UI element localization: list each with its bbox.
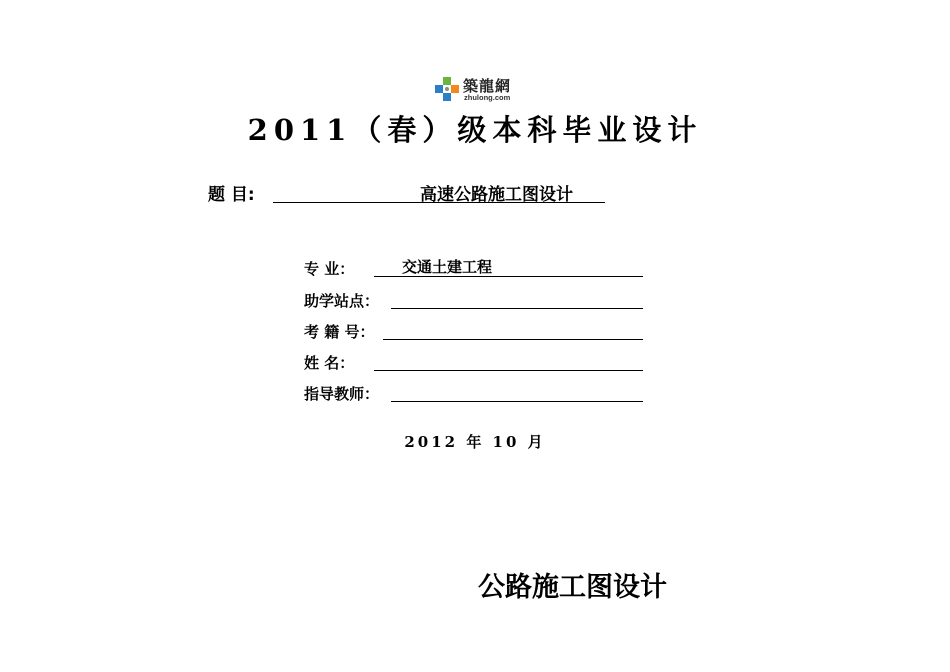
topic-value: 高速公路施工图设计 bbox=[420, 185, 573, 205]
footer-title: 公路施工图设计 bbox=[478, 572, 667, 603]
field-underline bbox=[391, 290, 643, 309]
field-label: 指导教师： bbox=[304, 385, 380, 403]
field-label: 专 业： bbox=[304, 260, 355, 278]
document-date: 2012 年 10 月 bbox=[404, 433, 546, 451]
topic-label: 题 目: bbox=[208, 185, 255, 205]
field-underline bbox=[391, 383, 643, 402]
zhulong-logo bbox=[433, 74, 515, 104]
field-label: 姓 名： bbox=[304, 354, 355, 372]
logo-name: 築龍網 bbox=[463, 77, 512, 95]
zhulong-logo-mark-icon bbox=[433, 75, 461, 103]
field-value: 交通土建工程 bbox=[402, 258, 493, 276]
logo-url: zhulong.com bbox=[464, 93, 511, 102]
field-label: 考 籍 号： bbox=[304, 323, 375, 341]
field-underline bbox=[383, 321, 643, 340]
field-label: 助学站点： bbox=[304, 292, 380, 310]
field-underline bbox=[374, 352, 643, 371]
document-title: 2011（春）级本科毕业设计 bbox=[247, 113, 703, 147]
